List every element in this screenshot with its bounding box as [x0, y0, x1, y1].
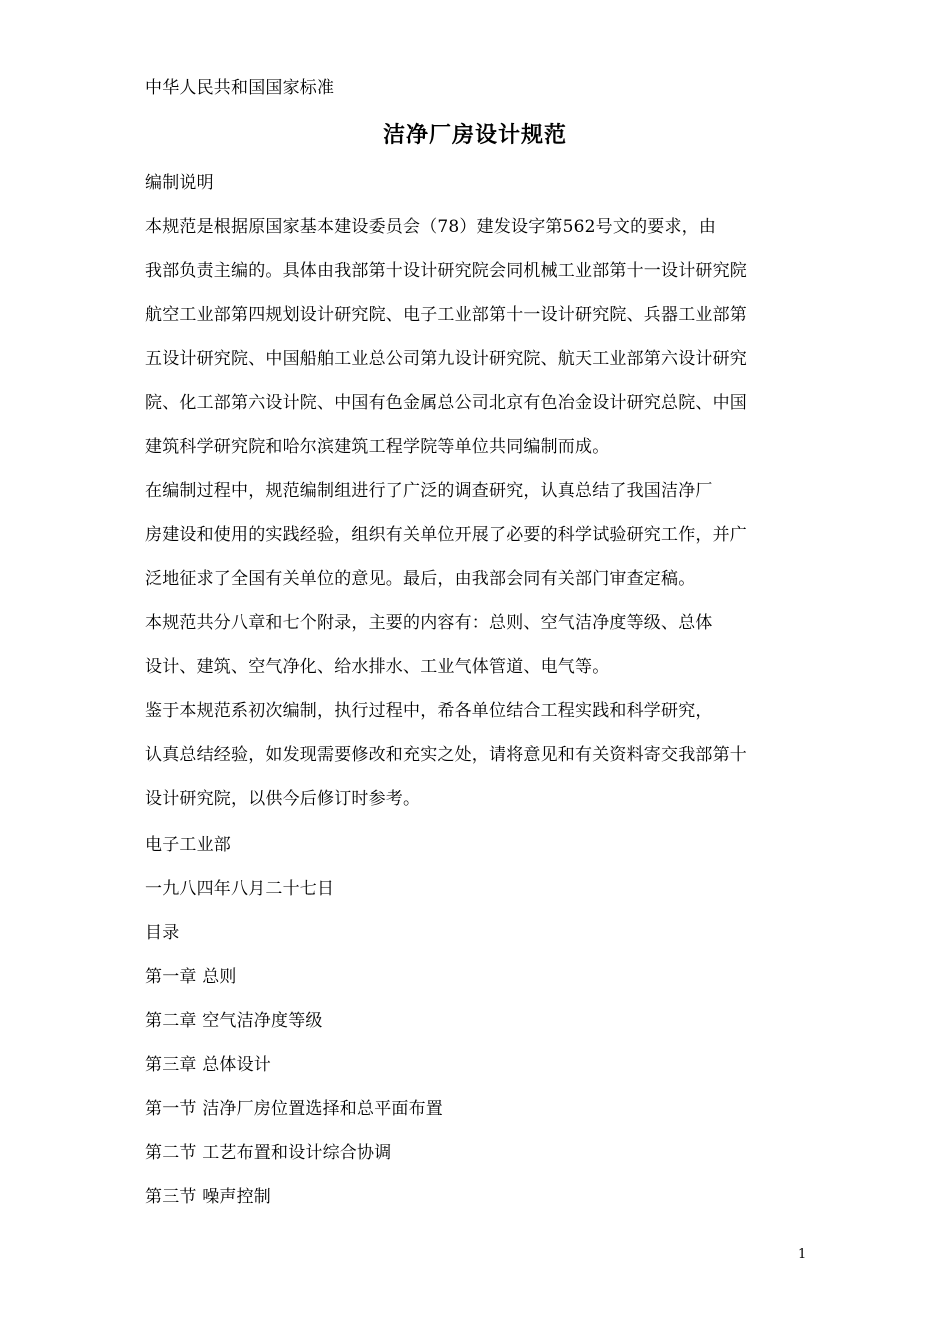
section-heading: 编制说明	[145, 173, 214, 193]
body-line: 院、化工部第六设计院、中国有色金属总公司北京有色冶金设计研究总院、中国	[145, 393, 747, 413]
body-line: 五设计研究院、中国船舶工业总公司第九设计研究院、航天工业部第六设计研究	[145, 349, 747, 369]
toc-item: 第三章 总体设计	[145, 1055, 272, 1075]
document-title: 洁净厂房设计规范	[382, 123, 567, 148]
signature-date: 一九八四年八月二十七日	[145, 879, 335, 899]
body-line: 鉴于本规范系初次编制，执行过程中，希各单位结合工程实践和科学研究，	[145, 701, 713, 721]
toc-item: 第一章 总则	[145, 967, 237, 987]
body-line: 在编制过程中，规范编制组进行了广泛的调查研究，认真总结了我国洁净厂	[145, 481, 713, 501]
toc-item: 第三节 噪声控制	[145, 1187, 272, 1207]
toc-heading: 目录	[145, 923, 180, 943]
page-number: 1	[798, 1247, 807, 1262]
body-line: 认真总结经验，如发现需要修改和充实之处，请将意见和有关资料寄交我部第十	[145, 745, 747, 765]
body-line: 房建设和使用的实践经验，组织有关单位开展了必要的科学试验研究工作，并广	[145, 525, 747, 545]
body-line: 泛地征求了全国有关单位的意见。最后，由我部会同有关部门审查定稿。	[145, 569, 696, 589]
body-line: 本规范是根据原国家基本建设委员会（78）建发设字第562号文的要求，由	[145, 217, 717, 237]
body-line: 航空工业部第四规划设计研究院、电子工业部第十一设计研究院、兵器工业部第	[145, 305, 747, 325]
toc-item: 第二章 空气洁净度等级	[145, 1011, 323, 1031]
body-line: 设计研究院，以供今后修订时参考。	[145, 789, 421, 809]
body-line: 本规范共分八章和七个附录，主要的内容有：总则、空气洁净度等级、总体	[145, 613, 713, 633]
body-line: 建筑科学研究院和哈尔滨建筑工程学院等单位共同编制而成。	[145, 437, 610, 457]
standard-header: 中华人民共和国国家标准	[145, 78, 335, 98]
toc-item: 第二节 工艺布置和设计综合协调	[145, 1143, 392, 1163]
body-line: 设计、建筑、空气净化、给水排水、工业气体管道、电气等。	[145, 657, 610, 677]
toc-item: 第一节 洁净厂房位置选择和总平面布置	[145, 1099, 444, 1119]
body-line: 我部负责主编的。具体由我部第十设计研究院会同机械工业部第十一设计研究院	[145, 261, 747, 281]
signature-organization: 电子工业部	[145, 835, 231, 855]
